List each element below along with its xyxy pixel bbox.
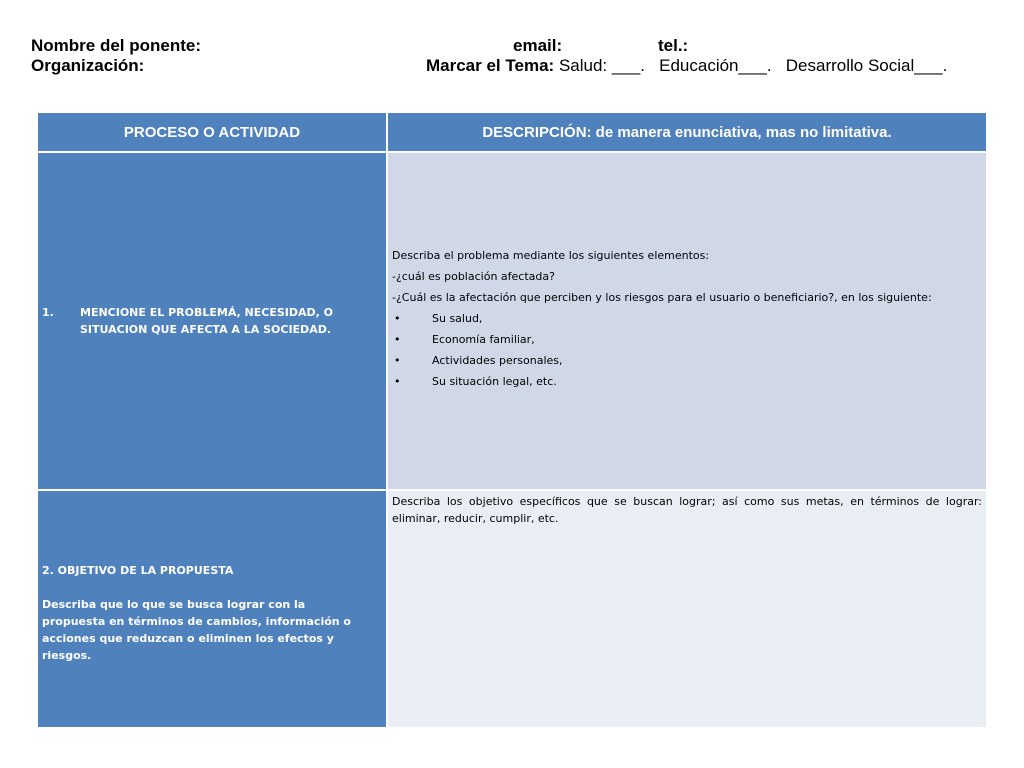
row2-descripcion-cell — [388, 491, 986, 727]
row2-desc: Describa que lo que se busca lograr con la propuesta en términos de cambios, información o acciones que reduzcan o eliminen los efectos y riesgos. — [42, 598, 351, 662]
row2-title: 2. OBJETIVO DE LA PROPUESTA — [42, 564, 234, 577]
list-item: • Actividades personales, — [392, 350, 982, 371]
bullet-icon: • — [394, 311, 401, 325]
row1-number: 1. — [42, 306, 54, 319]
tema-options: Salud: ___. Educación___. Desarrollo Social___. — [558, 56, 948, 75]
row2-proceso-cell — [38, 491, 386, 727]
nombre-label: Nombre del ponente: — [31, 36, 202, 55]
row1-intro: Describa el problema mediante los siguientes elementos: — [392, 248, 710, 262]
row2-text: Describa los objetivo específicos que se buscan lograr; así como sus metas, en términos de lograr: eliminar, reducir, cumplir, etc. — [392, 495, 982, 525]
tema-line — [426, 56, 947, 76]
proposal-table — [36, 111, 988, 729]
row1-title: MENCIONE EL PROBLEMÁ, NECESIDAD, O SITUACION QUE AFECTA A LA SOCIEDAD. — [80, 306, 334, 336]
bullet-icon: • — [394, 353, 401, 367]
row1-bullet-list — [392, 308, 982, 392]
bullet-icon: • — [394, 332, 401, 346]
col-header-descripcion: DESCRIPCIÓN: de manera enunciativa, mas no limitativa. — [388, 113, 986, 151]
list-item: • Su salud, — [392, 308, 982, 329]
tel-label: tel.: — [658, 36, 689, 55]
row1-proceso-cell — [38, 153, 386, 489]
list-item: • Su situación legal, etc. — [392, 371, 982, 392]
row1-q1: -¿cuál es población afectada? — [392, 269, 555, 283]
row1-descripcion-cell — [388, 153, 986, 489]
col-header-proceso: PROCESO O ACTIVIDAD — [38, 113, 386, 151]
organizacion-label: Organización: — [31, 56, 145, 75]
bullet-icon: • — [394, 374, 401, 388]
email-label: email: — [513, 36, 563, 55]
row1-q2: -¿Cuál es la afectación que perciben y los riesgos para el usuario o beneficiario?, en los siguiente: — [392, 290, 932, 304]
list-item: • Economía familiar, — [392, 329, 982, 350]
tema-label: Marcar el Tema: — [426, 56, 555, 75]
